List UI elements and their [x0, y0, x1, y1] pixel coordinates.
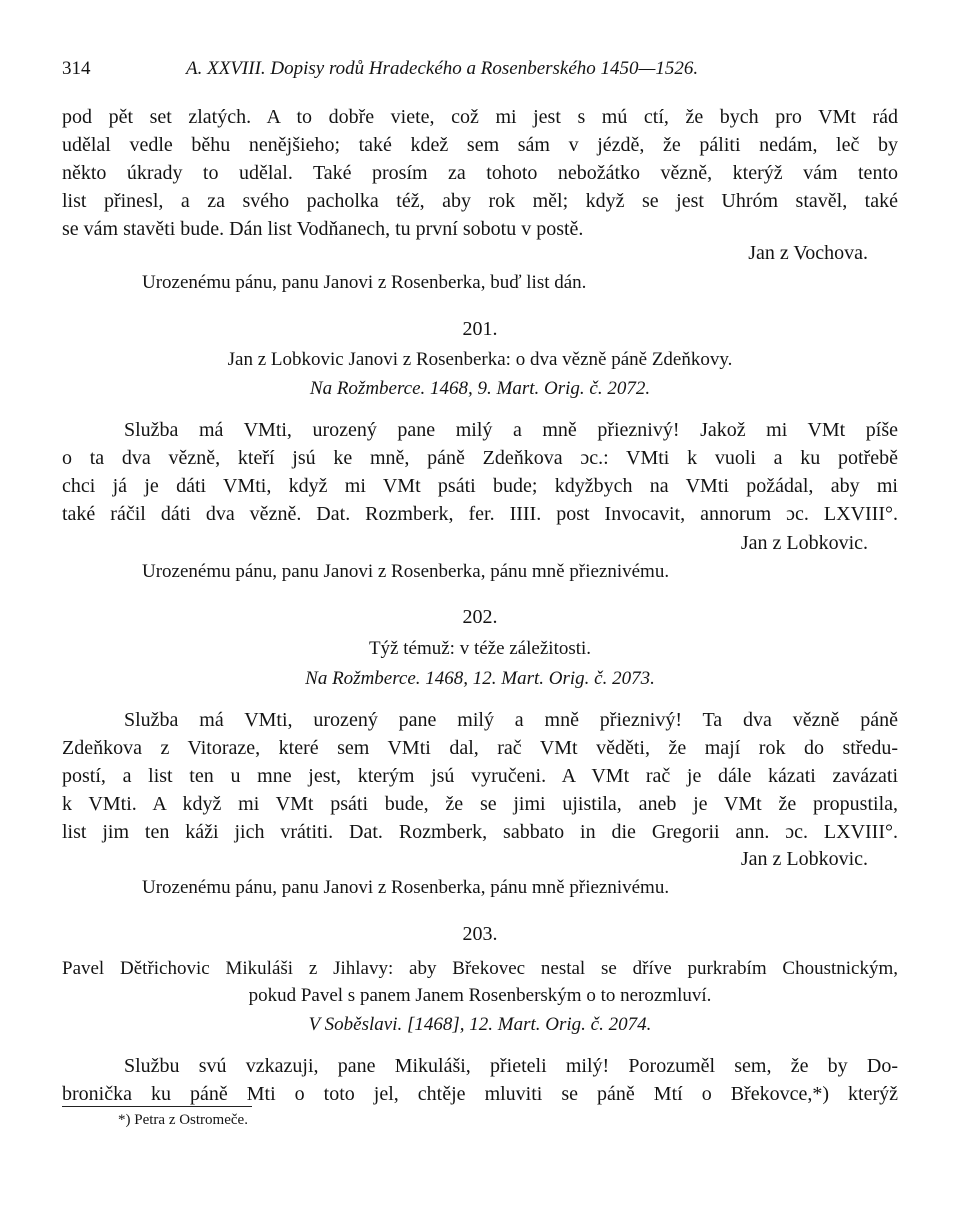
text-line: pod pět set zlatých. A to dobře viete, což mi jest s mú ctí, že bych pro VMt rád [62, 106, 898, 128]
letter-source: V Soběslavi. [1468], 12. Mart. Orig. č. 2074. [308, 1014, 652, 1035]
summary-line: Pavel Dětřichovic Mikuláši z Jihlavy: aby Břekovec nestal se dříve purkrabím Choustnickým, [62, 958, 898, 979]
letter-number: 201. [462, 318, 498, 340]
text-line: Zdeňkova z Vitoraze, které sem VMti dal, rač VMt věděti, že mají rok do středu- [62, 737, 898, 759]
text-line: k VMti. A když mi VMt psáti bude, že se jimi ujistila, aneb je VMt že propustila, [62, 793, 898, 815]
text-line: bronička ku páně Mti o toto jel, chtěje mluviti se páně Mtí o Břekovce,*) kterýž [62, 1083, 898, 1105]
text-line: se vám stavěti bude. Dán list Vodňanech, tu první sobotu v postě. [62, 218, 584, 240]
page-header [62, 58, 898, 88]
signature: Jan z Lobkovic. [740, 848, 868, 870]
text-line: chci já je dáti VMti, když mi VMt psáti bude; kdyžbych na VMti požádal, aby mi [62, 475, 898, 497]
signature: Jan z Lobkovic. [740, 532, 868, 554]
text-line: někto úkrady to udělal. Také prosím za tohoto nebožátko vězně, kterýž vám tento [62, 162, 898, 184]
text-line: list jim ten káži jich vrátiti. Dat. Rozmberk, sabbato in die Gregorii ann. ɔc. LXVIII°. [62, 821, 898, 843]
text-line: Služba má VMti, urozený pane milý a mně přieznivý! Ta dva vězně páně [124, 709, 898, 731]
running-title: A. XXVIII. Dopisy rodů Hradeckého a Rosenberského 1450—1526. [186, 58, 699, 79]
address-line: Urozenému pánu, panu Janovi z Rosenberka, pánu mně přieznivému. [142, 561, 670, 582]
text-line: také ráčil dáti dva vězně. Dat. Rozmberk, fer. IIII. post Invocavit, annorum ɔc. LXVIII°. [62, 503, 898, 525]
letter-number: 202. [462, 606, 498, 628]
letter-source: Na Rožmberce. 1468, 12. Mart. Orig. č. 2073. [305, 668, 655, 689]
letter-body [62, 706, 898, 846]
letter-summary: Týž témuž: v téže záležitosti. [368, 638, 592, 659]
letter-number: 203. [462, 923, 498, 945]
summary-line: pokud Pavel s panem Janem Rosenberským o to nerozmluví. [248, 985, 712, 1006]
text-line: Služba má VMti, urozený pane milý a mně přieznivý! Jakož mi VMt píše [124, 419, 898, 441]
letter-summary: Jan z Lobkovic Janovi z Rosenberka: o dva vězně páně Zdeňkovy. [227, 349, 733, 370]
address-line: Urozenému pánu, panu Janovi z Rosenberka, buď list dán. [142, 272, 587, 293]
letter-body [62, 416, 898, 528]
text-line: list přinesl, a za svého pacholka též, aby rok měl; když se jest Uhróm stavěl, také [62, 190, 898, 212]
letter-source: Na Rožmberce. 1468, 9. Mart. Orig. č. 2072. [309, 378, 651, 399]
footnote: *) Petra z Ostromeče. [118, 1112, 248, 1128]
letter-summary [62, 955, 898, 1009]
address-line: Urozenému pánu, panu Janovi z Rosenberka, pánu mně přieznivému. [142, 877, 670, 898]
text-line: udělal vedle běhu nenějšieho; také kdež sem sám v jézdě, že páliti nedám, leč by [62, 134, 898, 156]
signature: Jan z Vochova. [748, 242, 868, 264]
footnote-divider [62, 1106, 252, 1107]
letter-body [62, 1052, 898, 1108]
continuation-paragraph [62, 103, 898, 243]
text-line: postí, a list ten u mne jest, kterým jsú vyručeni. A VMt rač je dále kázati zavázati [62, 765, 898, 787]
text-line: o ta dva vězně, kteří jsú ke mně, páně Zdeňkova ɔc.: VMti k vuoli a ku potřebě [62, 447, 898, 469]
page-number: 314 [62, 58, 91, 79]
text-line: Službu svú vzkazuji, pane Mikuláši, přieteli milý! Porozuměl sem, že by Do- [124, 1055, 898, 1077]
